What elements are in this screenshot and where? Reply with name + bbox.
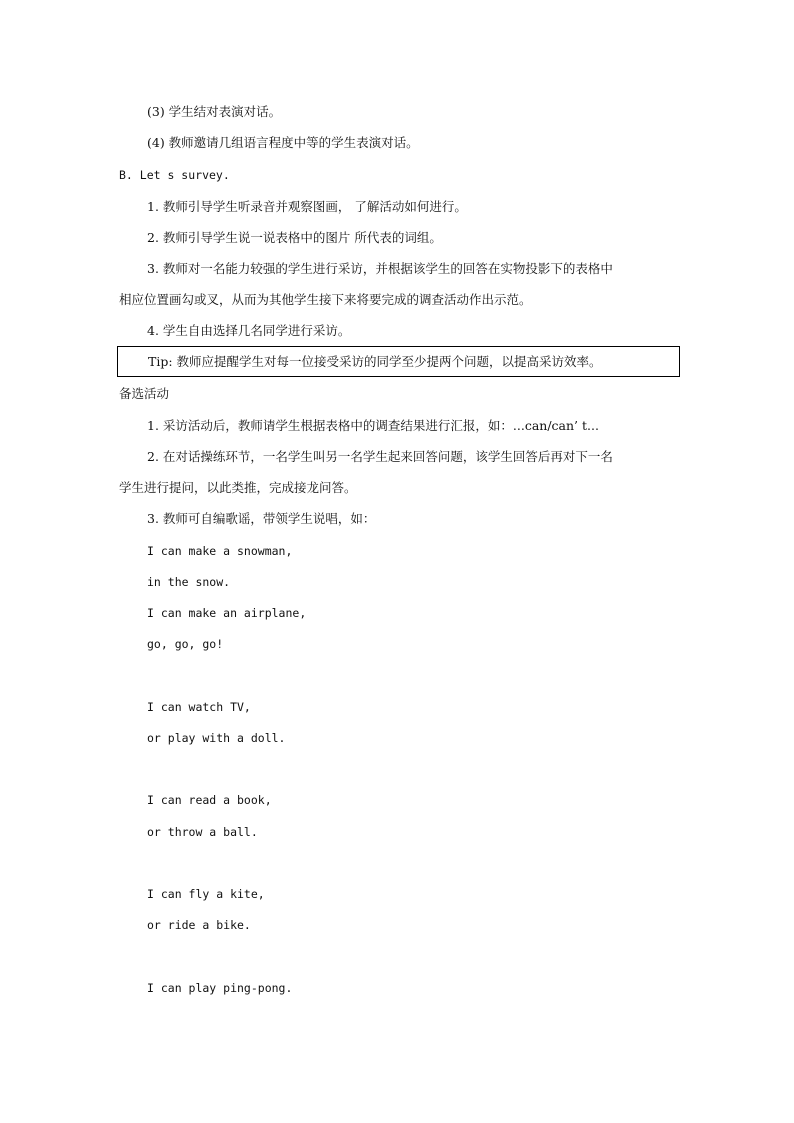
alt-step-2: 2. 在对话操练环节，一名学生叫另一名学生起来回答问题，该学生回答后再对下一名	[147, 449, 613, 464]
chant-line: go, go, go!	[147, 637, 224, 651]
tip-text: Tip: 教师应提醒学生对每一位接受采访的同学至少提两个问题，以提高采访效率。	[148, 354, 602, 369]
chant-line: I can make an airplane,	[147, 606, 307, 620]
survey-step-3: 3. 教师对一名能力较强的学生进行采访，并根据该学生的回答在实物投影下的表格中	[147, 261, 613, 276]
survey-step-1: 1. 教师引导学生听录音并观察图画， 了解活动如何进行。	[147, 199, 467, 214]
survey-step-3-cont: 相应位置画勾或叉，从而为其他学生接下来将要完成的调查活动作出示范。	[119, 292, 532, 307]
chant-line: I can fly a kite,	[147, 887, 265, 901]
tip-box	[117, 346, 680, 377]
chant-line: I can play ping-pong.	[147, 981, 293, 995]
chant-line: or play with a doll.	[147, 731, 286, 745]
alt-step-1: 1. 采访活动后，教师请学生根据表格中的调查结果进行汇报，如：...can/can’ t...	[147, 418, 599, 433]
chant-line: or throw a ball.	[147, 825, 258, 839]
survey-step-2: 2. 教师引导学生说一说表格中的图片 所代表的词组。	[147, 230, 442, 245]
alt-step-3: 3. 教师可自编歌谣，带领学生说唱，如：	[147, 511, 376, 526]
chant-line: in the snow.	[147, 575, 231, 589]
alt-step-2-cont: 学生进行提问，以此类推，完成接龙问答。	[119, 480, 357, 495]
chant-line: or ride a bike.	[147, 918, 251, 932]
section-b-heading: B. Let s survey.	[119, 168, 230, 182]
chant-line: I can read a book,	[147, 793, 272, 807]
survey-step-4: 4. 学生自由选择几名同学进行采访。	[147, 323, 351, 338]
chant-line: I can make a snowman,	[147, 544, 293, 558]
step-4-line: (4) 教师邀请几组语言程度中等的学生表演对话。	[147, 135, 419, 150]
step-3-line: (3) 学生结对表演对话。	[147, 104, 282, 119]
chant-line: I can watch TV,	[147, 700, 251, 714]
section-title: 备选活动	[119, 386, 170, 401]
